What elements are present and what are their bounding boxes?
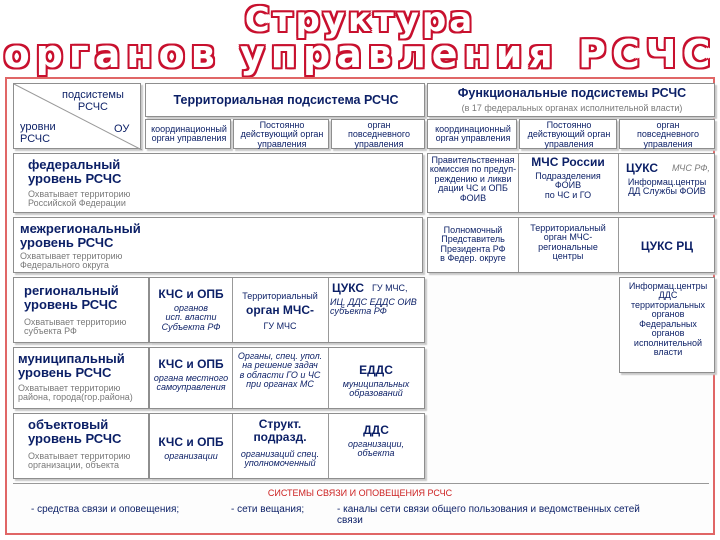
mun-daily-sub: муниципальных образований [342,379,410,399]
fcol-permanent-header [519,119,617,149]
func-info: Информац.центры ДДС территориальных органов Федеральных органов исполнительной власти [628,281,708,358]
footer-title: СИСТЕМЫ СВЯЗИ И ОПОВЕЩЕНИЯ РСЧС [267,488,453,498]
level-object-desc: Охватывает территорию организации, объекта [28,451,131,471]
divider [328,348,329,408]
obj-coord-title: КЧС и ОПБ [158,435,224,449]
fed-perm-sub: Подразделения ФОИВ по ЧС и ГО [535,171,601,200]
footer-divider [13,483,709,484]
level-municipal-desc: Охватывает территорию района, города(гор.района) [18,383,133,403]
level-municipal [13,347,149,409]
inter-daily: ЦУКС РЦ [640,239,694,253]
regional-row [149,277,425,343]
level-object-name: объектовый уровень РСЧС [28,417,122,446]
level-federal [13,153,423,213]
fed-daily-title: ЦУКС [626,161,659,175]
level-federal-name: федеральный уровень РСЧС [28,157,122,186]
functional-header [427,83,715,117]
inter-perm: Территориальный орган МЧС- региональные центры [530,223,606,262]
corner-subsystems: подсистемы РСЧС [62,89,124,113]
title-line-1: Структура [244,0,476,40]
obj-perm-title: Структ. подразд. [253,417,307,444]
footer-item-1: - средства связи и оповещения; [31,504,180,515]
footer-item-3: - каналы сети связи общего пользования и ведомственных сетей связи [337,504,640,526]
fcol-permanent-label: Постоянно действующий орган управления [527,120,611,149]
functional-title: Функциональные подсистемы РСЧС [457,86,687,100]
col-coord-label: координационный орган управления [151,124,227,144]
territorial-header [145,83,425,117]
fcol-coord-header [427,119,517,149]
divider [328,278,329,342]
level-interregional [13,217,423,273]
corner-box [13,83,141,149]
level-regional [13,277,149,343]
level-federal-desc: Охватывает территорию Российской Федерации [28,189,131,209]
mun-coord-sub: органа местного самоуправления [153,373,229,393]
fed-perm-title: МЧС России [531,155,605,169]
diagram-frame [5,77,715,535]
fcol-daily-label: орган повседневного управления [637,120,699,149]
fed-daily-title2: МЧС РФ, [672,163,710,173]
level-municipal-name: муниципальный уровень РСЧС [18,351,125,380]
fed-daily-sub: Информац.центры ДД Службы ФОИВ [627,177,707,197]
obj-perm-sub: организаций спец. уполномоченный [240,449,320,469]
functional-note: (в 17 федеральных органах исполнительной власти) [461,103,683,113]
reg-daily-sub: ИЦ, ДДС ЕДДС ОИВ субъекта РФ [330,297,417,317]
reg-daily-title2: ГУ МЧС, [372,283,408,293]
col-permanent-header [233,119,329,149]
obj-daily-sub: организации, объекта [347,439,405,459]
level-regional-name: региональный уровень РСЧС [24,283,119,312]
reg-perm-pre: Территориальный [242,291,318,301]
func-info-cell [619,277,715,373]
municipal-row [149,347,425,409]
col-daily-label: орган повседневного управления [348,120,410,149]
fcol-daily-header [619,119,715,149]
mun-perm: Органы, спец. упол. на решение задач в области ГО и ЧС при органах МС [237,351,323,390]
level-object [13,413,149,479]
col-permanent-label: Постоянно действующий орган управления [240,120,324,149]
functional-interregional-row [427,217,715,273]
mun-daily-title: ЕДДС [359,363,393,377]
obj-coord-sub: организации [164,451,218,461]
reg-daily-title: ЦУКС [332,281,365,295]
reg-coord-title: КЧС и ОПБ [158,287,224,301]
col-daily-header [331,119,425,149]
reg-perm-sub: ГУ МЧС [263,321,297,331]
mun-coord-title: КЧС и ОПБ [158,357,224,371]
fed-coord: Правительственная комиссия по предуп- реждению и ликви дации ЧС и ОПБ ФОИВ [429,155,517,203]
level-interregional-name: межрегиональный уровень РСЧС [20,221,141,250]
reg-perm-title: орган МЧС- [245,303,314,317]
col-coord-header [145,119,231,149]
reg-coord-sub: органов исп. власти Субъекта РФ [161,303,221,332]
fcol-coord-label: координационный орган управления [435,124,511,144]
functional-federal-row [427,153,715,213]
footer-item-2: - сети вещания; [231,504,305,515]
corner-ou: ОУ [114,123,130,135]
object-row [149,413,425,479]
level-interregional-desc: Охватывает территорию Федерального округа [20,251,123,271]
corner-levels: уровни РСЧС [20,121,56,145]
inter-coord: Полномочный Представитель Президента РФ в Федер. округе [440,225,506,264]
obj-daily-title: ДДС [363,423,389,437]
territorial-title: Территориальная подсистема РСЧС [173,93,399,107]
level-regional-desc: Охватывает территорию субъекта РФ [24,317,127,337]
title-line-2: органов управления РСЧС [3,32,717,76]
